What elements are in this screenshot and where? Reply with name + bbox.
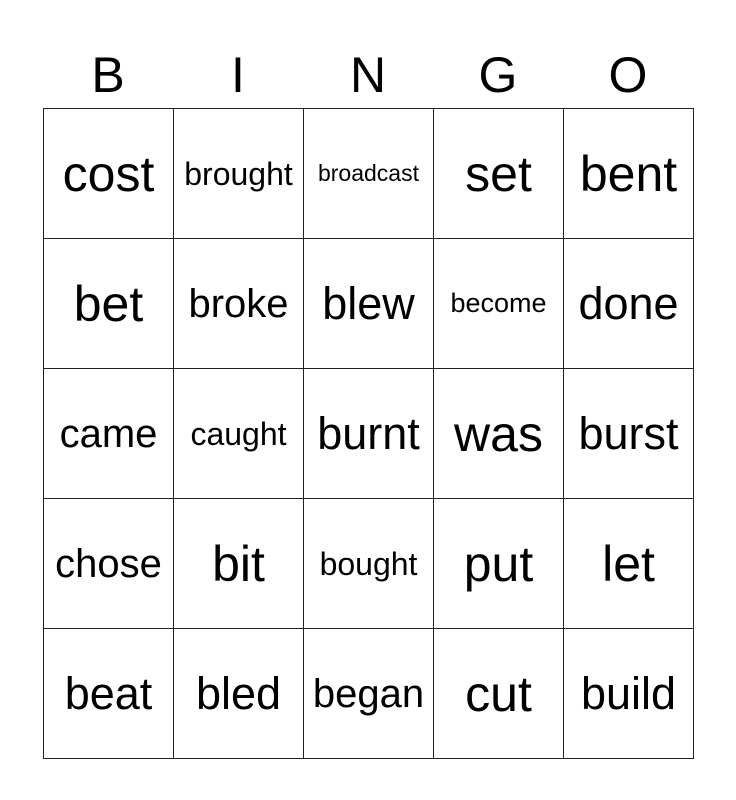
bingo-cell[interactable]: chose (44, 499, 174, 629)
bingo-cell[interactable]: bled (174, 629, 304, 759)
bingo-cell[interactable]: become (434, 239, 564, 369)
header-letter-o: O (608, 47, 648, 103)
bingo-cell[interactable]: bought (304, 499, 434, 629)
bingo-cell[interactable]: put (434, 499, 564, 629)
bingo-cell[interactable]: burst (564, 369, 694, 499)
bingo-cell[interactable]: cost (44, 109, 174, 239)
header-letter-b: B (91, 47, 125, 103)
bingo-cell[interactable]: set (434, 109, 564, 239)
bingo-cell[interactable]: broadcast (304, 109, 434, 239)
bingo-cell[interactable]: bent (564, 109, 694, 239)
bingo-cell[interactable]: bit (174, 499, 304, 629)
bingo-header (43, 40, 694, 108)
bingo-cell[interactable]: blew (304, 239, 434, 369)
bingo-cell[interactable]: build (564, 629, 694, 759)
bingo-cell[interactable]: bet (44, 239, 174, 369)
bingo-cell[interactable]: burnt (304, 369, 434, 499)
bingo-cell[interactable]: let (564, 499, 694, 629)
bingo-cell[interactable]: began (304, 629, 434, 759)
bingo-cell[interactable]: was (434, 369, 564, 499)
bingo-cell[interactable]: caught (174, 369, 304, 499)
bingo-cell[interactable]: beat (44, 629, 174, 759)
bingo-cell[interactable]: came (44, 369, 174, 499)
bingo-cell[interactable]: brought (174, 109, 304, 239)
bingo-cell[interactable]: broke (174, 239, 304, 369)
header-letter-i: I (231, 47, 245, 103)
bingo-cell[interactable]: cut (434, 629, 564, 759)
bingo-cell[interactable]: done (564, 239, 694, 369)
header-letter-n: N (349, 47, 387, 103)
header-letter-g: G (478, 47, 518, 103)
bingo-card (43, 40, 694, 759)
bingo-grid (43, 108, 694, 759)
